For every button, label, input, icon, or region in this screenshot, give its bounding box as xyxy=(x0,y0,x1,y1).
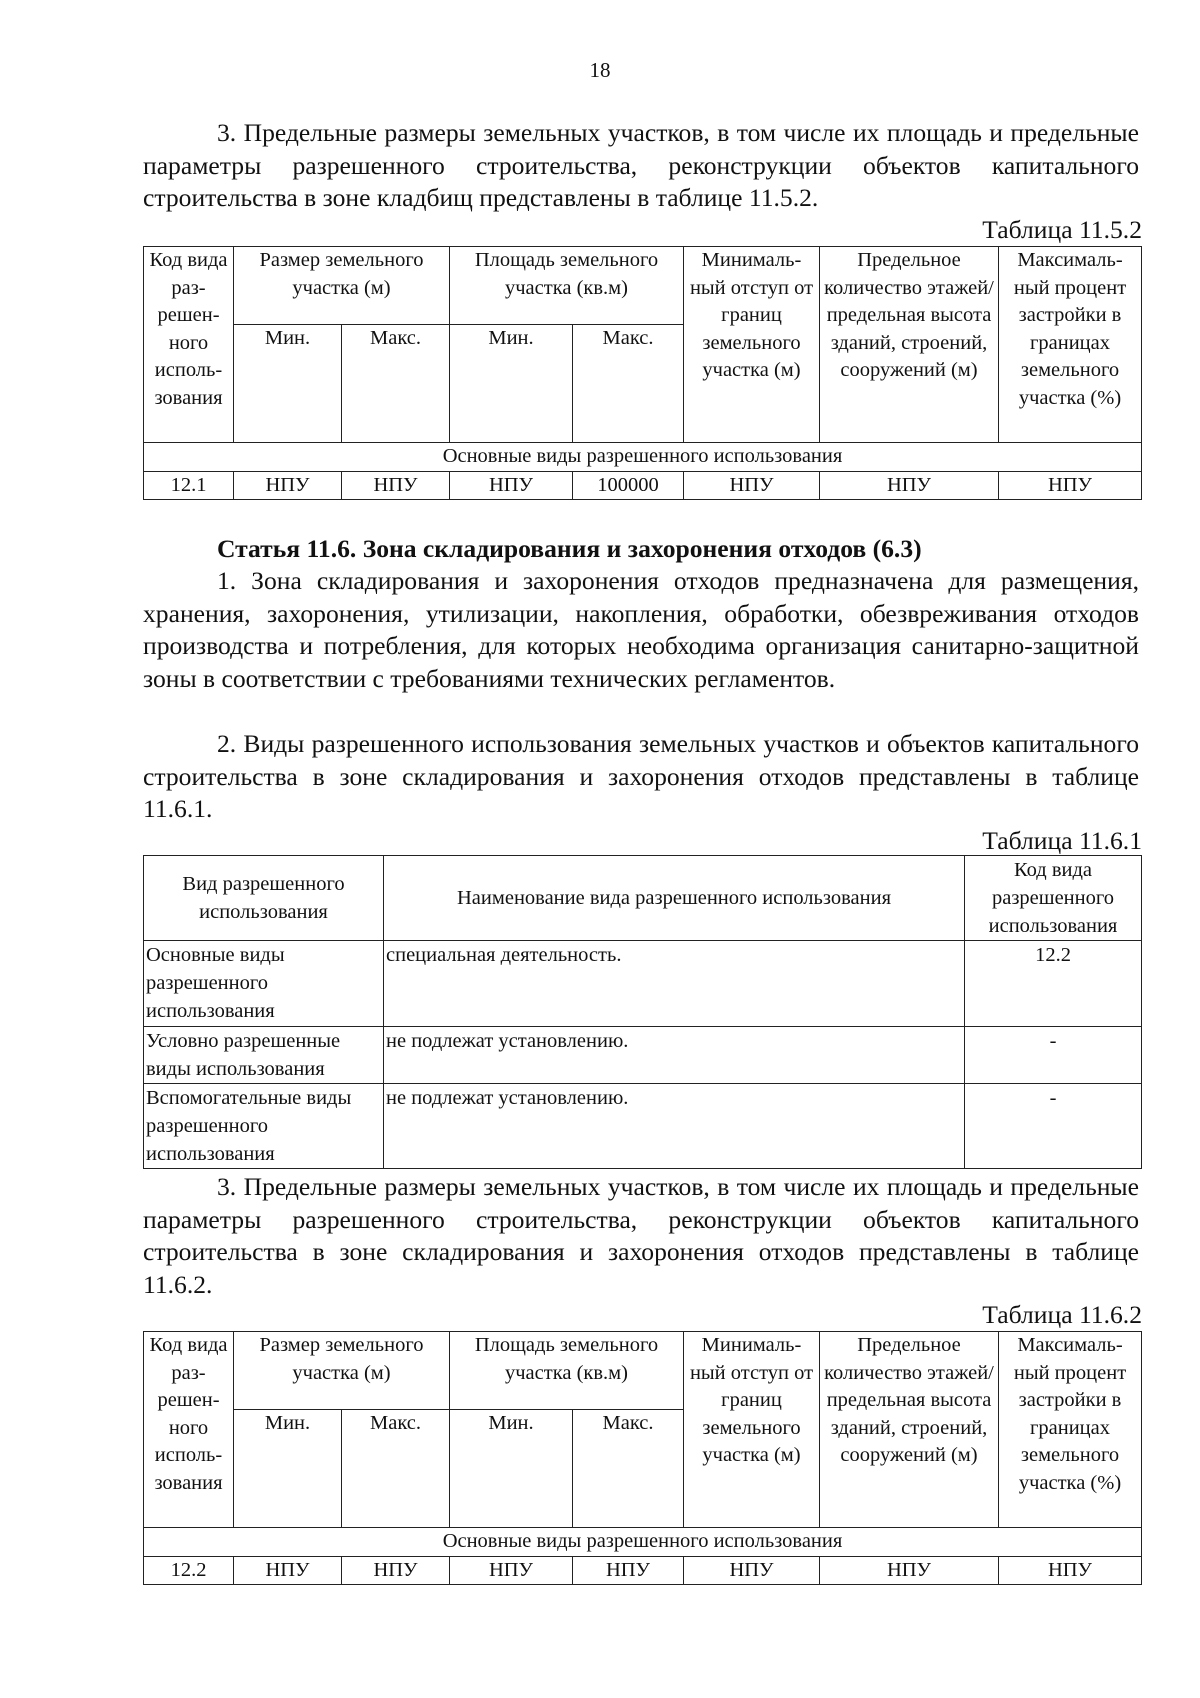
table-cell: 12.1 xyxy=(144,471,234,500)
header-plot-area: Площадь земельного участка (кв.м) xyxy=(450,247,684,325)
table-cell: 100000 xyxy=(573,471,684,500)
group-row-main: Основные виды разрешенного использования xyxy=(144,1528,1142,1557)
use-type-cell: Основные виды разрешенного использования xyxy=(144,941,384,1027)
header-min-offset: Минималь-ный отступ от границ земельного участка (м) xyxy=(684,247,820,443)
use-code-cell: - xyxy=(965,1084,1142,1169)
header-plot-size: Размер земельного участка (м) xyxy=(234,247,450,325)
use-name-cell: специальная деятельность. xyxy=(384,941,965,1027)
table-11-6-1 xyxy=(143,855,1142,1169)
table-cell: НПУ xyxy=(342,1556,450,1585)
table-row xyxy=(144,1084,1142,1169)
header-size-min: Мин. xyxy=(234,325,342,443)
table-cell: НПУ xyxy=(234,1556,342,1585)
header-floors-height: Предельное количество этажей/ предельная высота зданий, строений, сооружений (м) xyxy=(820,1332,999,1528)
article-paragraph-2: 2. Виды разрешенного использования земельных участков и объектов капитального строительства в зоне складирования и захоронения отходов представлены в таблице 11.6.1. xyxy=(143,729,1139,823)
table-cell: НПУ xyxy=(820,1556,999,1585)
table-cell: НПУ xyxy=(820,471,999,500)
table-cell: НПУ xyxy=(573,1556,684,1585)
header-area-min: Мин. xyxy=(450,325,573,443)
table-cell: 12.2 xyxy=(144,1556,234,1585)
header-floors-height: Предельное количество этажей/ предельная высота зданий, строений, сооружений (м) xyxy=(820,247,999,443)
header-max-percent: Максималь-ный процент застройки в границах земельного участка (%) xyxy=(999,247,1142,443)
table-cell: НПУ xyxy=(342,471,450,500)
article-paragraph-3: 3. Предельные размеры земельных участков, в том числе их площадь и предельные параметры разрешенного строительства, реконструкции объектов капитального строительства в зоне складирования и захоронения отходов представлены в таблице 11.6.2. xyxy=(143,1172,1139,1299)
table-11-6-2 xyxy=(143,1331,1142,1585)
table-cell: НПУ xyxy=(684,1556,820,1585)
table-caption-11-6-2: Таблица 11.6.2 xyxy=(982,1300,1142,1329)
article-heading: Статья 11.6. Зона складирования и захоронения отходов (6.3) xyxy=(217,534,922,563)
header-use-name: Наименование вида разрешенного использования xyxy=(384,856,965,941)
header-area-max: Макс. xyxy=(573,325,684,443)
use-name-cell: не подлежат установлению. xyxy=(384,1084,965,1169)
header-code: Код вида раз-решен-ного исполь-зования xyxy=(144,1332,234,1528)
header-plot-size: Размер земельного участка (м) xyxy=(234,1332,450,1410)
table-cell: НПУ xyxy=(684,471,820,500)
table-row xyxy=(144,1027,1142,1084)
group-row-main: Основные виды разрешенного использования xyxy=(144,443,1142,472)
table-cell: НПУ xyxy=(999,1556,1142,1585)
header-size-max: Макс. xyxy=(342,1410,450,1528)
page-number: 18 xyxy=(589,58,611,82)
table-row xyxy=(144,941,1142,1027)
header-size-max: Макс. xyxy=(342,325,450,443)
table-cell: НПУ xyxy=(450,471,573,500)
header-plot-area: Площадь земельного участка (кв.м) xyxy=(450,1332,684,1410)
header-use-type: Вид разрешенного использования xyxy=(144,856,384,941)
header-code: Код вида раз-решен-ного исполь-зования xyxy=(144,247,234,443)
table-cell: НПУ xyxy=(234,471,342,500)
header-area-max: Макс. xyxy=(573,1410,684,1528)
article-paragraph-1: 1. Зона складирования и захоронения отходов предназначена для размещения, хранения, захоронения, утилизации, накопления, обработки, обезвреживания отходов производства и потребления, для которых необходима организация санитарно-защитной зоны в соответствии с требованиями технических регламентов. xyxy=(143,566,1139,693)
paragraph-3-cemetery: 3. Предельные размеры земельных участков, в том числе их площадь и предельные параметры разрешенного строительства, реконструкции объектов капитального строительства в зоне кладбищ представлены в таблице 11.5.2. xyxy=(143,118,1139,212)
header-size-min: Мин. xyxy=(234,1410,342,1528)
table-caption-11-6-1: Таблица 11.6.1 xyxy=(982,826,1142,855)
table-caption-11-5-2: Таблица 11.5.2 xyxy=(982,215,1142,244)
header-max-percent: Максималь-ный процент застройки в границах земельного участка (%) xyxy=(999,1332,1142,1528)
use-code-cell: 12.2 xyxy=(965,941,1142,1027)
use-code-cell: - xyxy=(965,1027,1142,1084)
header-area-min: Мин. xyxy=(450,1410,573,1528)
table-cell: НПУ xyxy=(450,1556,573,1585)
use-name-cell: не подлежат установлению. xyxy=(384,1027,965,1084)
header-min-offset: Минималь-ный отступ от границ земельного участка (м) xyxy=(684,1332,820,1528)
table-cell: НПУ xyxy=(999,471,1142,500)
header-use-code: Код вида разрешенного использования xyxy=(965,856,1142,941)
table-11-5-2 xyxy=(143,246,1142,500)
use-type-cell: Вспомогательные виды разрешенного использования xyxy=(144,1084,384,1169)
use-type-cell: Условно разрешенные виды использования xyxy=(144,1027,384,1084)
